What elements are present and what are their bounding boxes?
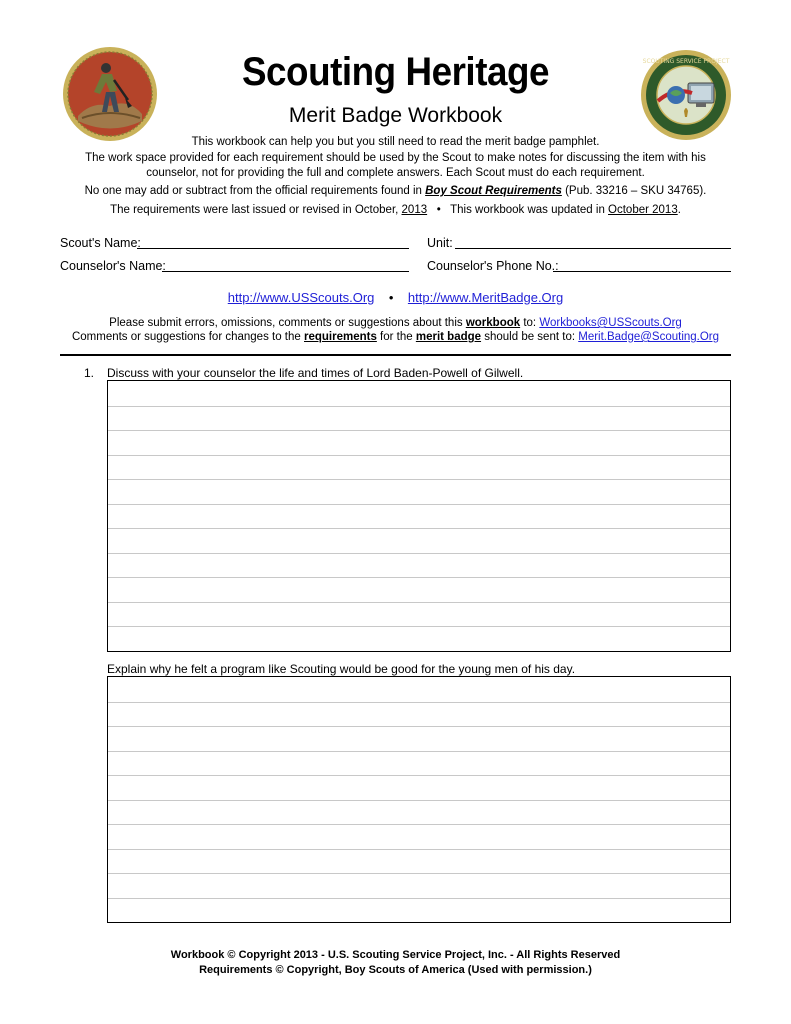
updated-post: . xyxy=(677,204,681,216)
answer-rule-line xyxy=(108,455,730,456)
answer-rule-line xyxy=(108,528,730,529)
submit1-mid: to: xyxy=(520,317,540,329)
submit1-pre: Please submit errors, omissions, comments or suggestions about this xyxy=(109,317,466,329)
requirement-number: 1. xyxy=(84,366,95,380)
answer-rule-line xyxy=(108,751,730,752)
svg-text:SCOUTING SERVICE PROJECT: SCOUTING SERVICE PROJECT xyxy=(642,58,730,65)
counselor-name-label: Counselor's Name: xyxy=(60,259,166,273)
answer-rule-line xyxy=(108,602,730,603)
bullet-separator: • xyxy=(436,204,441,216)
answer-rule-line xyxy=(108,873,730,874)
merit-badge-email-link[interactable]: Merit.Badge@Scouting.Org xyxy=(578,331,720,343)
website-links xyxy=(0,290,791,305)
updated-pre: This workbook was updated in xyxy=(450,204,609,216)
meritbadge-link[interactable]: http://www.MeritBadge.Org xyxy=(407,290,564,305)
submit1-workbook: workbook xyxy=(465,317,521,329)
issued-year: 2013 xyxy=(401,204,428,216)
answer-rule-line xyxy=(108,553,730,554)
submit2-pre: Comments or suggestions for changes to the xyxy=(71,331,304,343)
intro-work-space-note: The work space provided for each requirement should be used by the Scout to make notes for discussing the item with his counselor, not for providing the full and complete answers. Each Scout must do each requirement. xyxy=(85,152,706,179)
scout-name-label: Scout's Name: xyxy=(60,236,141,250)
answer-rule-line xyxy=(108,504,730,505)
answer-rule-line xyxy=(108,626,730,627)
submit2-mid: for the xyxy=(376,331,416,343)
link-separator: • xyxy=(388,290,394,305)
counselor-name-field[interactable] xyxy=(162,259,409,272)
requirement-text: Explain why he felt a program like Scouting would be good for the young men of his day. xyxy=(107,662,576,676)
answer-rule-line xyxy=(108,775,730,776)
counselor-phone-label: Counselor's Phone No.: xyxy=(427,259,559,273)
submit2-merit-badge: merit badge xyxy=(415,331,482,343)
official-req-pre: No one may add or subtract from the official requirements found in xyxy=(84,185,426,197)
answer-rule-line xyxy=(108,479,730,480)
answer-rule-line xyxy=(108,430,730,431)
submit2-post: should be sent to: xyxy=(481,331,579,343)
footer-copyright-requirements: Requirements © Copyright, Boy Scouts of America (Used with permission.) xyxy=(199,964,592,976)
intro-pamphlet-note: This workbook can help you but you still need to read the merit badge pamphlet. xyxy=(191,136,600,148)
footer-copyright-workbook: Workbook © Copyright 2013 - U.S. Scouting Service Project, Inc. - All Rights Reserved xyxy=(170,949,621,961)
boy-scout-requirements-ref: Boy Scout Requirements xyxy=(425,185,562,197)
answer-rule-line xyxy=(108,800,730,801)
workbooks-email-link[interactable]: Workbooks@USScouts.Org xyxy=(539,317,682,329)
intro-official-requirements xyxy=(0,184,791,199)
answer-rule-line xyxy=(108,702,730,703)
revision-info xyxy=(0,203,791,218)
answer-rule-line xyxy=(108,824,730,825)
page-title: Scouting Heritage xyxy=(241,50,550,94)
page-subtitle: Merit Badge Workbook xyxy=(288,104,503,127)
updated-date: October 2013 xyxy=(608,204,678,216)
answer-box-1[interactable] xyxy=(107,380,731,652)
usscouts-link[interactable]: http://www.USScouts.Org xyxy=(227,290,375,305)
counselor-phone-field[interactable] xyxy=(553,259,731,272)
answer-rule-line xyxy=(108,406,730,407)
answer-rule-line xyxy=(108,849,730,850)
official-req-post: (Pub. 33216 – SKU 34765). xyxy=(561,185,707,197)
submit-workbook-feedback xyxy=(0,316,791,331)
answer-box-2[interactable] xyxy=(107,676,731,923)
answer-rule-line xyxy=(108,726,730,727)
issued-pre: The requirements were last issued or revised in October, xyxy=(110,204,402,216)
unit-label: Unit: xyxy=(427,236,453,250)
answer-rule-line xyxy=(108,577,730,578)
requirement-text: Discuss with your counselor the life and times of Lord Baden-Powell of Gilwell. xyxy=(107,366,524,380)
section-divider xyxy=(60,354,731,356)
submit-requirements-feedback xyxy=(0,330,791,345)
answer-rule-line xyxy=(108,898,730,899)
submit2-requirements: requirements xyxy=(304,331,377,343)
unit-field[interactable] xyxy=(455,236,731,249)
scout-name-field[interactable] xyxy=(137,236,409,249)
